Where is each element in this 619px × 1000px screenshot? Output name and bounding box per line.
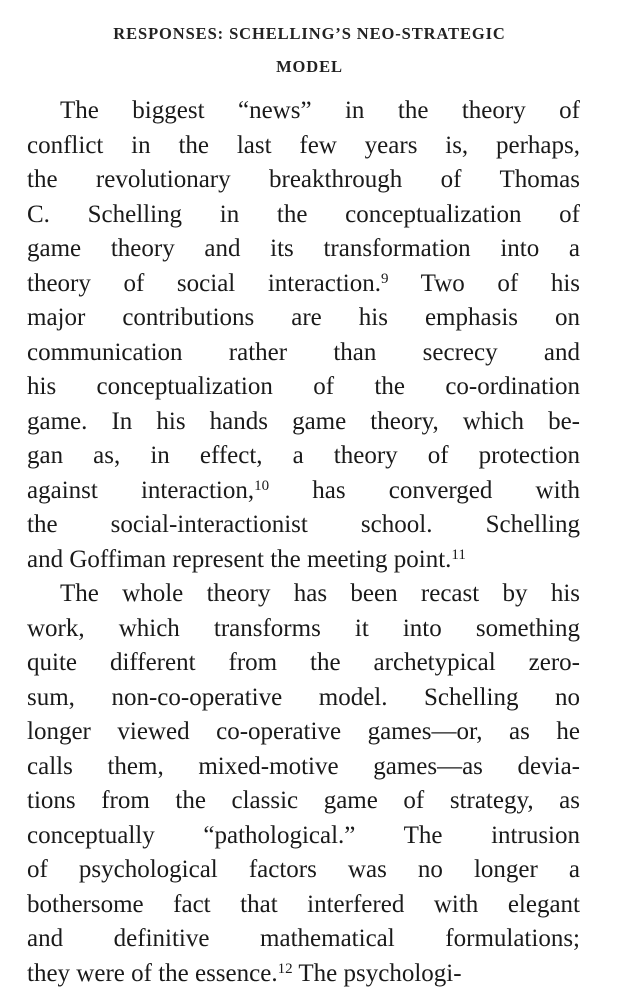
text-line — [60, 94, 580, 129]
text-line — [27, 646, 580, 681]
line-text: they were of the essence. — [27, 959, 278, 987]
line-text: his conceptualization of the co-ordination — [27, 373, 580, 400]
text-line — [27, 474, 580, 509]
section-heading-line-1: RESPONSES: SCHELLING’S NEO-STRATEGIC — [113, 24, 506, 43]
text-line — [27, 336, 580, 371]
line-text: and Goffiman represent the meeting point. — [27, 545, 452, 573]
text-line — [27, 232, 580, 267]
text-line — [27, 267, 580, 302]
text-line — [27, 784, 580, 819]
footnote-marker: 9 — [381, 270, 389, 287]
line-text: major contributions are his emphasis on — [27, 304, 580, 331]
text-line — [27, 922, 580, 957]
text-line — [27, 543, 580, 578]
line-text: game theory and its transformation into a — [27, 235, 580, 262]
footnote-marker: 12 — [277, 960, 293, 977]
line-text: C. Schelling in the conceptualization of — [27, 200, 580, 228]
line-text: The whole theory has been recast by his — [60, 580, 580, 607]
line-text: quite different from the archetypical zero- — [27, 649, 580, 676]
footnote-marker: 11 — [451, 546, 466, 563]
text-line — [27, 715, 580, 750]
text-line — [27, 129, 580, 164]
text-line — [27, 163, 580, 198]
line-text-after-note: Two of his — [388, 269, 580, 297]
line-text: work, which transforms it into something — [27, 614, 580, 642]
line-text: conceptually “pathological.” The intrusion — [27, 821, 580, 849]
line-text: tions from the classic game of strategy, as — [27, 787, 580, 814]
text-line — [27, 301, 580, 336]
line-text: calls them, mixed-motive games—as devia- — [27, 752, 580, 780]
line-text: gan as, in effect, a theory of protection — [27, 442, 580, 469]
text-line — [27, 957, 580, 992]
text-line — [27, 370, 580, 405]
text-line — [27, 198, 580, 233]
line-text: against interaction, — [27, 476, 255, 504]
footnote-marker: 10 — [254, 477, 270, 494]
text-line — [27, 508, 580, 543]
line-text: longer viewed co-operative games—or, as he — [27, 718, 580, 745]
line-text: theory of social interaction. — [27, 269, 382, 297]
line-text: bothersome fact that interfered with elegant — [27, 890, 580, 918]
line-text: game. In his hands game theory, which be- — [27, 407, 580, 435]
text-line — [27, 888, 580, 923]
text-line — [27, 612, 580, 647]
line-text-after-note: The psychologi- — [292, 959, 462, 987]
line-text: of psychological factors was no longer a — [27, 856, 580, 883]
text-line — [27, 439, 580, 474]
text-line — [27, 819, 580, 854]
line-text: sum, non-co-operative model. Schelling no — [27, 683, 580, 711]
text-line — [27, 681, 580, 716]
line-text: The biggest “news” in the theory of — [60, 97, 580, 124]
text-line — [27, 853, 580, 888]
line-text: the revolutionary breakthrough of Thomas — [27, 166, 580, 193]
line-text-after-note: has converged with — [269, 476, 580, 504]
line-text: and definitive mathematical formulations; — [27, 925, 580, 952]
line-text: communication rather than secrecy and — [27, 338, 580, 366]
line-text: the social-interactionist school. Schelling — [27, 511, 580, 538]
text-line — [27, 405, 580, 440]
text-line — [60, 577, 580, 612]
section-heading-line-2: MODEL — [276, 57, 343, 76]
line-text: conflict in the last few years is, perhaps, — [27, 131, 580, 159]
text-line — [27, 750, 580, 785]
